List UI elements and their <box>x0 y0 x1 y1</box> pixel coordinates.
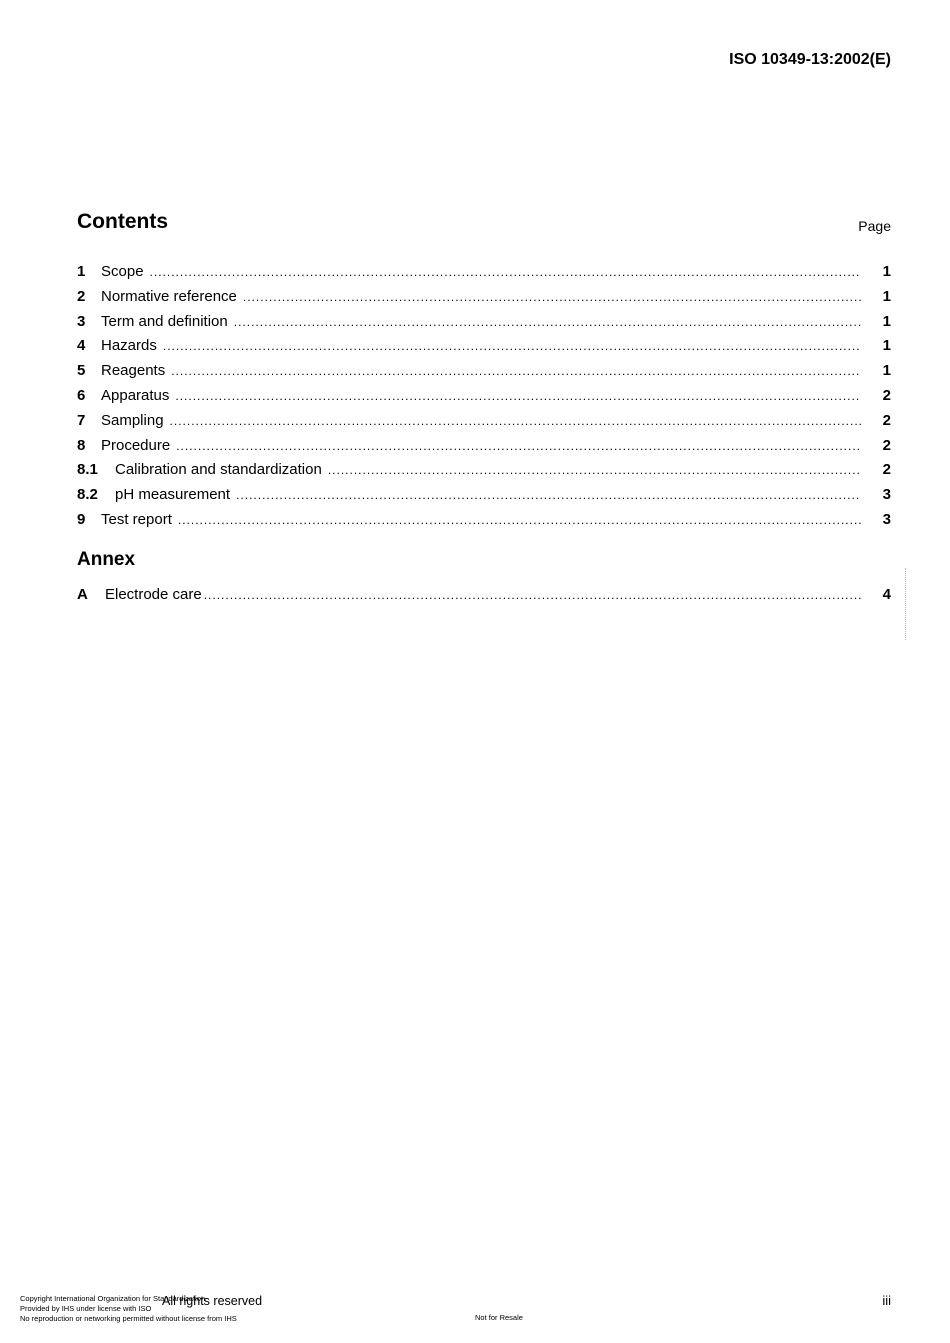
toc-entry-title: pH measurement <box>115 486 231 504</box>
toc-entry-title: Sampling <box>101 411 164 429</box>
toc-entry-page: 1 <box>882 337 891 355</box>
toc-leader-dots <box>328 463 861 477</box>
margin-mark <box>905 568 910 640</box>
table-of-contents <box>77 263 891 536</box>
toc-entry-title: Calibration and standardization <box>115 461 322 479</box>
toc-leader-dots <box>171 364 861 378</box>
reproduction-line: No reproduction or networking permitted without license from IHS <box>20 1314 237 1323</box>
toc-entry-title: Scope <box>101 263 144 280</box>
toc-entry-term-and-definition[interactable] <box>77 313 891 338</box>
page-column-label: Page <box>858 218 891 234</box>
annex-title: Annex <box>77 549 136 570</box>
toc-entry-title: Normative reference <box>101 287 237 305</box>
toc-entry-number: 1 <box>77 263 86 280</box>
toc-entry-normative-reference[interactable] <box>77 288 891 313</box>
document-id: ISO 10349-13:2002(E) <box>729 51 891 68</box>
toc-entry-title: Term and definition <box>101 312 228 330</box>
toc-entry-page: 1 <box>882 287 891 305</box>
toc-entry-hazards[interactable] <box>77 337 891 362</box>
toc-leader-dots <box>163 339 861 353</box>
toc-entry-calibration[interactable] <box>77 461 891 486</box>
toc-entry-number: 6 <box>77 386 86 404</box>
toc-leader-dots <box>178 513 861 527</box>
toc-entry-number: 3 <box>77 312 86 330</box>
annex-table-of-contents <box>77 586 891 611</box>
toc-entry-page: 1 <box>882 312 891 330</box>
license-line: Provided by IHS under license with ISO <box>20 1304 152 1313</box>
copyright-line: Copyright International Organization for Standardization <box>20 1294 206 1303</box>
toc-leader-dots <box>176 439 861 453</box>
toc-entry-reagents[interactable] <box>77 362 891 387</box>
toc-entry-number: A <box>77 586 88 603</box>
toc-entry-page: 3 <box>882 510 891 528</box>
toc-entry-procedure[interactable] <box>77 437 891 462</box>
toc-entry-number: 8 <box>77 436 86 454</box>
toc-entry-electrode-care[interactable] <box>77 586 891 611</box>
toc-entry-number: 2 <box>77 287 86 305</box>
toc-leader-dots <box>236 488 861 502</box>
toc-entry-number: 8.1 <box>77 461 98 479</box>
footer-resale: Not for Resale <box>475 1313 523 1322</box>
toc-entry-page: 2 <box>882 411 891 429</box>
toc-entry-title: Procedure <box>101 436 171 454</box>
contents-title: Contents <box>77 210 168 233</box>
toc-entry-number: 4 <box>77 337 86 355</box>
footer-copyright-notice <box>20 1294 237 1324</box>
toc-entry-number: 9 <box>77 510 86 528</box>
toc-entry-number: 5 <box>77 362 86 380</box>
toc-entry-number: 7 <box>77 411 86 429</box>
toc-entry-title: Hazards <box>101 337 157 355</box>
toc-leader-dots <box>204 588 861 602</box>
toc-entry-title: Reagents <box>101 362 166 380</box>
toc-entry-test-report[interactable] <box>77 511 891 536</box>
toc-entry-sampling[interactable] <box>77 412 891 437</box>
toc-leader-dots <box>175 389 861 403</box>
page-number: iii <box>882 1293 891 1308</box>
toc-entry-title: Electrode care <box>105 586 202 603</box>
toc-entry-title: Apparatus <box>101 386 170 404</box>
toc-entry-page: 2 <box>882 386 891 404</box>
toc-entry-ph-measurement[interactable] <box>77 486 891 511</box>
toc-entry-page: 1 <box>882 263 891 280</box>
toc-entry-page: 4 <box>882 586 891 603</box>
toc-entry-apparatus[interactable] <box>77 387 891 412</box>
toc-entry-page: 2 <box>882 461 891 479</box>
toc-leader-dots <box>170 414 861 428</box>
toc-leader-dots <box>150 265 861 279</box>
toc-entry-number: 8.2 <box>77 486 98 504</box>
toc-leader-dots <box>243 290 861 304</box>
toc-entry-page: 2 <box>882 436 891 454</box>
toc-leader-dots <box>234 315 861 329</box>
toc-entry-page: 1 <box>882 362 891 380</box>
toc-entry-page: 3 <box>882 486 891 504</box>
toc-entry-title: Test report <box>101 510 172 528</box>
toc-entry-scope[interactable] <box>77 263 891 288</box>
footer-rights: All rights reserved <box>162 1294 263 1308</box>
